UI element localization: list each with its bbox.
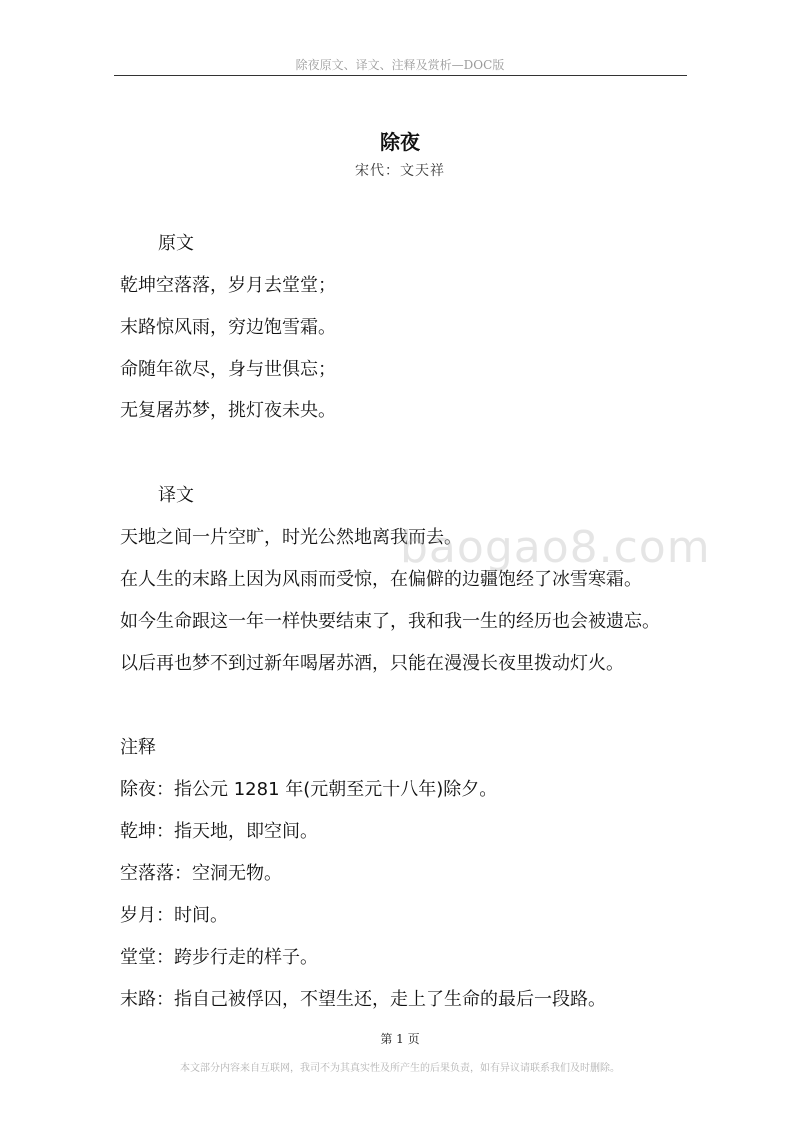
original-line: 命随年欲尽，身与世俱忘； [120,359,336,380]
watermark: baogao8.com [400,522,711,573]
original-line: 无复屠苏梦，挑灯夜未央。 [120,400,336,421]
note-line: 除夜：指公元 1281 年(元朝至元十八年)除夕。 [120,779,498,800]
original-line: 末路惊风雨，穷边饱雪霜。 [120,317,336,338]
poem-author: 宋代：文天祥 [355,163,445,179]
note-line: 乾坤：指天地，即空间。 [120,821,318,842]
original-heading: 原文 [158,233,194,254]
note-line: 空落落：空洞无物。 [120,863,282,884]
note-line: 岁月：时间。 [120,905,228,926]
header-divider [114,75,687,76]
note-line: 末路：指自己被俘囚，不望生还，走上了生命的最后一段路。 [120,989,606,1010]
notes-heading: 注释 [120,737,156,758]
translation-line: 以后再也梦不到过新年喝屠苏酒，只能在漫漫长夜里拨动灯火。 [120,653,624,674]
page-number: 第 1 页 [380,1032,420,1046]
note-line: 堂堂：跨步行走的样子。 [120,947,318,968]
poem-title: 除夜 [380,130,420,154]
page-footer: 本文部分内容来自互联网，我司不为其真实性及所产生的后果负责，如有异议请联系我们及时删除。 [180,1063,620,1074]
original-line: 乾坤空落落，岁月去堂堂； [120,275,336,296]
translation-line: 在人生的末路上因为风雨而受惊，在偏僻的边疆饱经了冰雪寒霜。 [120,569,642,590]
translation-line: 如今生命跟这一年一样快要结束了，我和我一生的经历也会被遗忘。 [120,611,660,632]
translation-line: 天地之间一片空旷，时光公然地离我而去。 [120,527,462,548]
translation-heading: 译文 [158,485,194,506]
page-header: 除夜原文、译文、注释及赏析—DOC版 [295,58,505,72]
